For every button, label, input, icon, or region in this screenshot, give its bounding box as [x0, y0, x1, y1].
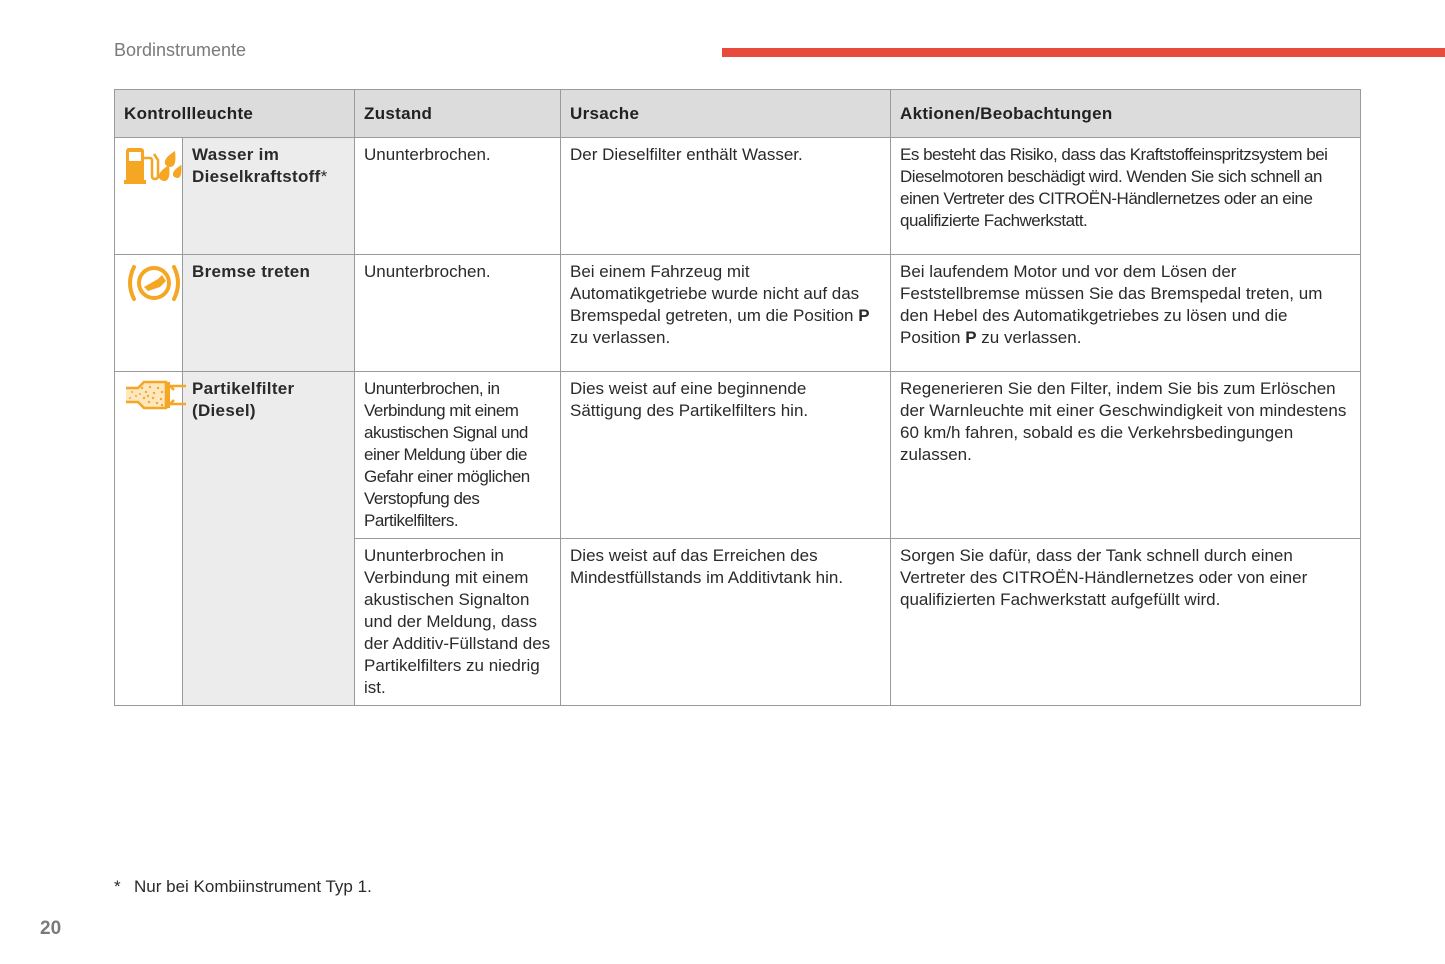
ursache-cell: Dies weist auf eine beginnende Sättigung des Partikelfilters hin.: [561, 372, 891, 539]
column-header-ursache: Ursache: [561, 90, 891, 138]
aktionen-cell: Sorgen Sie dafür, dass der Tank schnell durch einen Vertreter des CITROËN-Händlernetzes oder von einer qualifizierten Fachwerkstatt aufgefüllt wird.: [891, 539, 1361, 706]
footnote-text: Nur bei Kombiinstrument Typ 1.: [134, 877, 372, 896]
table-row: [115, 372, 1361, 539]
ursache-cell: Dies weist auf das Erreichen des Mindestfüllstands im Additivtank hin.: [561, 539, 891, 706]
icon-cell: [115, 138, 183, 255]
warning-lights-table: [114, 89, 1361, 706]
aktionen-cell: Bei laufendem Motor und vor dem Lösen der Feststellbremse müssen Sie das Bremspedal treten, um den Hebel des Automatikgetriebes zu lösen und die Position P zu verlassen.: [891, 255, 1361, 372]
warning-name: Wasser im Dieselkraftstoff*: [183, 138, 355, 255]
table-row: [115, 255, 1361, 372]
column-header-aktionen: Aktionen/Beobachtungen: [891, 90, 1361, 138]
brake-pedal-icon: [124, 261, 173, 305]
ursache-cell: Bei einem Fahrzeug mit Automatikgetriebe wurde nicht auf das Bremspedal getreten, um die Position P zu verlassen.: [561, 255, 891, 372]
aktionen-cell: Es besteht das Risiko, dass das Kraftstoffeinspritzsystem bei Dieselmotoren beschädigt wird. Wenden Sie sich schnell an einen Vertreter des CITROËN-Händlernetzes oder an eine qualifizierte Fachwerkstatt.: [891, 138, 1361, 255]
zustand-cell: Ununterbrochen, in Verbindung mit einem akustischen Signal und einer Meldung über die Gefahr einer möglichen Verstopfung des Partikelfilters.: [355, 372, 561, 539]
warning-name: Partikelfilter (Diesel): [183, 372, 355, 706]
table-row: [115, 138, 1361, 255]
column-header-zustand: Zustand: [355, 90, 561, 138]
water-in-diesel-icon: [124, 144, 173, 188]
zustand-cell: Ununterbrochen.: [355, 138, 561, 255]
icon-cell: [115, 372, 183, 706]
page-number: 20: [40, 918, 62, 939]
warning-name: Bremse treten: [183, 255, 355, 372]
ursache-cell: Der Dieselfilter enthält Wasser.: [561, 138, 891, 255]
zustand-cell: Ununterbrochen in Verbindung mit einem akustischen Signalton und der Meldung, dass der Additiv-Füllstand des Partikelfilters zu niedrig ist.: [355, 539, 561, 706]
aktionen-cell: Regenerieren Sie den Filter, indem Sie bis zum Erlöschen der Warnleuchte mit einer Geschwindigkeit von mindestens 60 km/h fahren, sobald es die Verkehrsbedingungen zulassen.: [891, 372, 1361, 539]
particle-filter-icon: [124, 378, 173, 412]
icon-cell: [115, 255, 183, 372]
footnote-marker: *: [114, 877, 121, 896]
zustand-cell: Ununterbrochen.: [355, 255, 561, 372]
footnote: [114, 877, 372, 897]
section-title: Bordinstrumente: [114, 40, 247, 60]
column-header-kontrollleuchte: Kontrollleuchte: [115, 90, 355, 138]
table-header-row: [115, 90, 1361, 138]
header-accent-bar: [722, 48, 1445, 57]
